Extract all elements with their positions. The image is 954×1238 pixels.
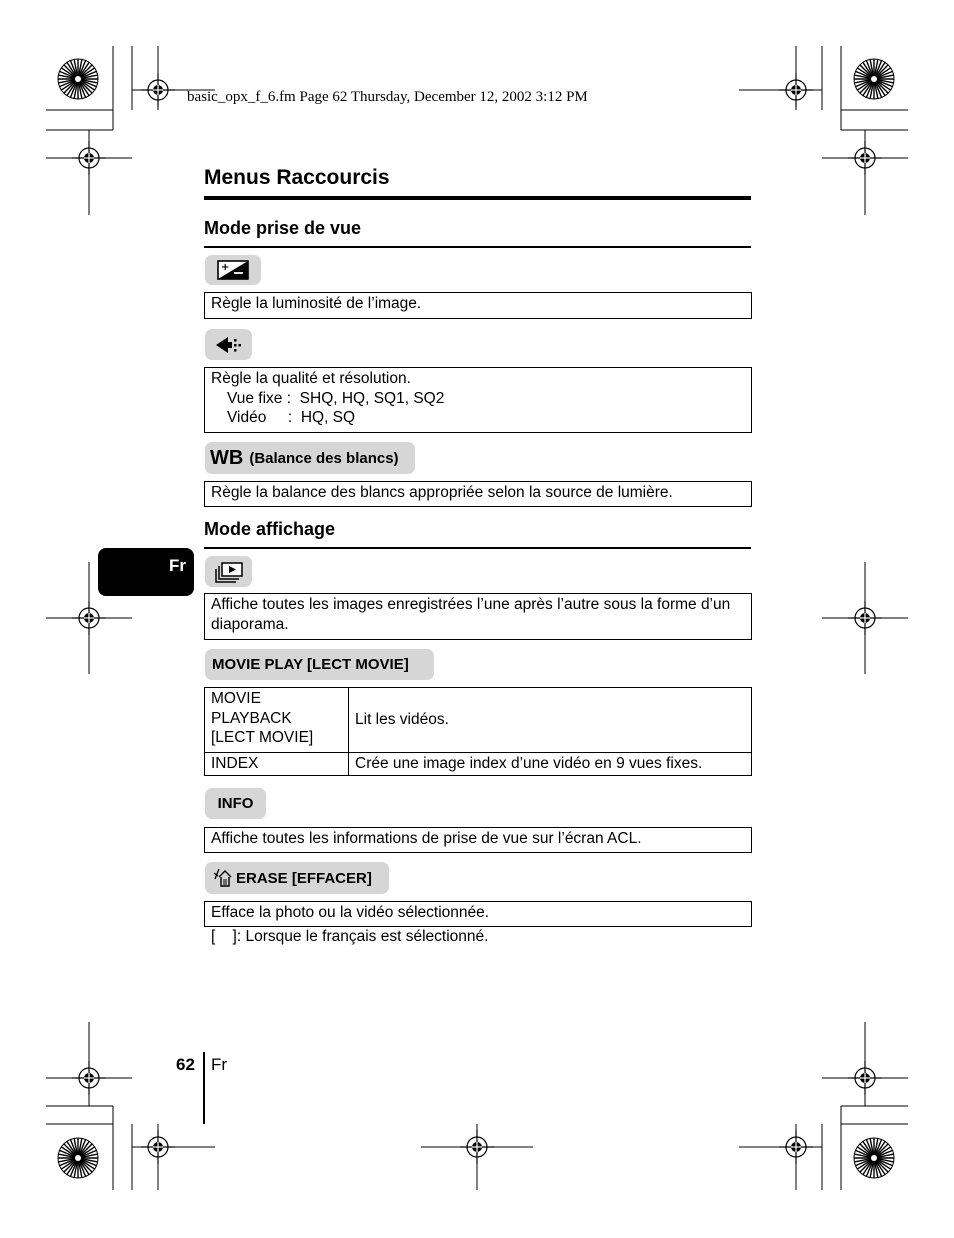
wb-icon: WB — [210, 446, 244, 469]
cell-line: [LECT MOVIE] — [211, 729, 314, 746]
slideshow-desc-line1: Affiche toutes les images enregistrées l’une après l’autre sous la forme d’un — [211, 596, 731, 613]
cell-line: MOVIE — [211, 690, 261, 707]
movie-playback-cell — [205, 688, 349, 753]
movie-play-table — [204, 687, 752, 776]
footnote: [ ]: Lorsque le français est sélectionné. — [211, 928, 489, 945]
title-rule — [204, 196, 751, 200]
svg-text:+: + — [221, 262, 230, 273]
heading-rule — [204, 246, 751, 248]
heading-mode-prise: Mode prise de vue — [204, 218, 362, 238]
movie-play-button[interactable] — [205, 649, 434, 680]
erase-desc: Efface la photo ou la vidéo sélectionnée. — [211, 904, 490, 921]
page-number: 62 — [176, 1055, 195, 1074]
heading-rule — [204, 547, 751, 549]
footer-divider — [203, 1052, 205, 1124]
movie-playback-desc: Lit les vidéos. — [349, 688, 752, 753]
quality-button[interactable] — [205, 329, 252, 360]
wb-desc: Règle la balance des blancs appropriée selon la source de lumière. — [211, 484, 673, 501]
heading-mode-affichage: Mode affichage — [204, 519, 336, 539]
exposure-desc-box — [204, 292, 752, 319]
quality-still: Vue fixe : SHQ, HQ, SQ1, SQ2 — [227, 389, 445, 407]
cell-line: PLAYBACK — [211, 709, 292, 727]
trash-icon — [213, 867, 233, 889]
quality-desc: Règle la qualité et résolution. — [211, 370, 411, 387]
footer-lang: Fr — [211, 1055, 228, 1074]
wb-label: (Balance des blancs) — [249, 449, 399, 467]
slideshow-desc-line2: diaporama. — [211, 615, 289, 633]
wb-desc-box — [204, 481, 752, 507]
exposure-desc: Règle la luminosité de l’image. — [211, 295, 422, 312]
movie-play-label: MOVIE PLAY [LECT MOVIE] — [212, 656, 409, 673]
erase-button[interactable] — [205, 862, 389, 894]
quality-video: Vidéo : HQ, SQ — [227, 409, 356, 426]
quality-arrow-icon — [214, 335, 244, 355]
section-title: Menus Raccourcis — [204, 166, 390, 189]
info-button[interactable] — [205, 788, 266, 819]
info-desc: Affiche toutes les informations de prise de vue sur l’écran ACL. — [211, 830, 642, 847]
slideshow-button[interactable] — [205, 556, 252, 587]
slideshow-desc-box — [204, 593, 752, 640]
wb-button[interactable] — [205, 442, 415, 474]
quality-desc-box — [204, 367, 752, 433]
erase-desc-box — [204, 901, 752, 927]
info-label: INFO — [217, 795, 254, 812]
file-header: basic_opx_f_6.fm Page 62 Thursday, December 12, 2002 3:12 PM — [187, 89, 588, 105]
table-row — [205, 753, 752, 776]
exposure-button[interactable] — [205, 255, 261, 285]
language-tab: Fr — [98, 548, 194, 596]
info-desc-box — [204, 827, 752, 853]
erase-label: ERASE [EFFACER] — [236, 869, 372, 887]
table-row — [205, 688, 752, 753]
index-cell: INDEX — [205, 753, 349, 776]
index-desc: Crée une image index d’une vidéo en 9 vues fixes. — [349, 753, 752, 776]
exposure-compensation-icon — [217, 260, 249, 280]
slideshow-icon — [214, 561, 244, 583]
